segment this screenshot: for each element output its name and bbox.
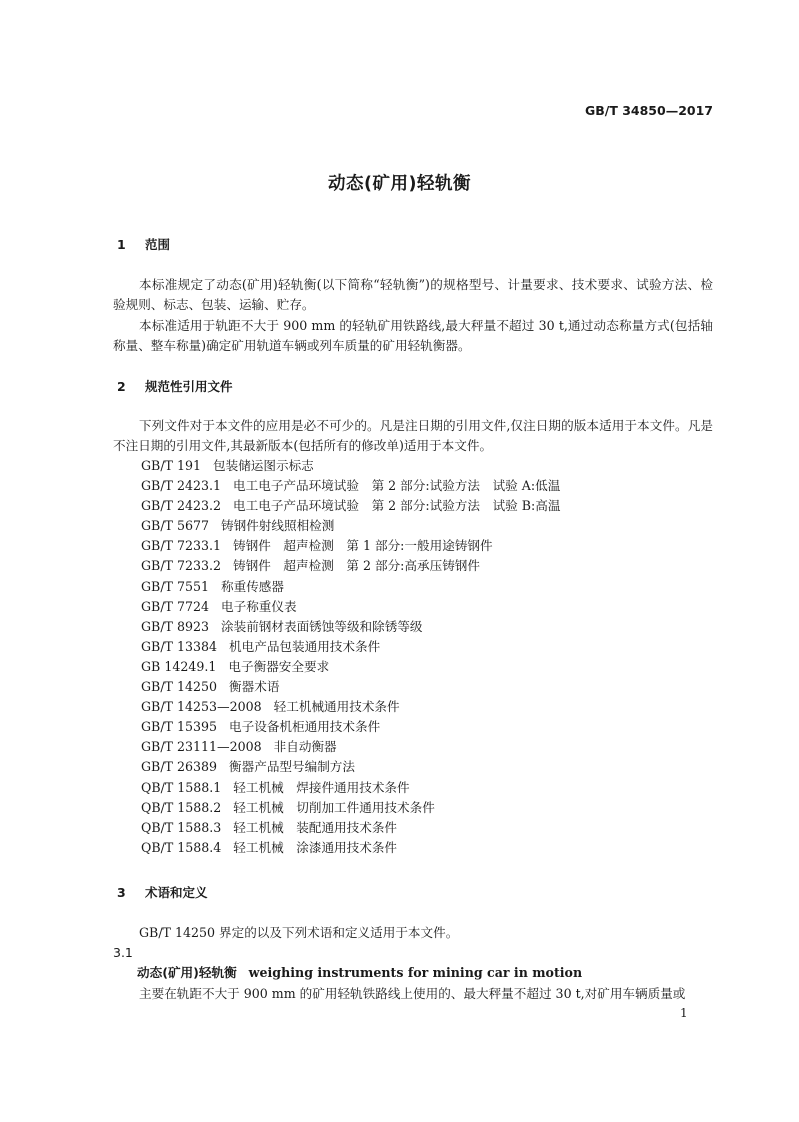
reference-code: GB/T 7233.1 <box>141 538 222 554</box>
reference-code: GB/T 14250 <box>141 679 218 695</box>
reference-item <box>141 536 560 556</box>
reference-title: 衡器术语 <box>229 679 280 695</box>
reference-title: 衡器产品型号编制方法 <box>229 759 355 775</box>
reference-title: 轻工机械 切削加工件通用技术条件 <box>233 799 435 815</box>
reference-code: QB/T 1588.2 <box>141 799 222 815</box>
reference-code: GB 14249.1 <box>141 658 217 674</box>
section-number: 2 <box>117 379 126 394</box>
reference-title: 电工电子产品环境试验 第 2 部分:试验方法 试验 A:低温 <box>233 478 561 494</box>
section-3-intro: GB/T 14250 界定的以及下列术语和定义适用于本文件。 <box>139 925 459 940</box>
section-2-intro: 下列文件对于本文件的应用是必不可少的。凡是注日期的引用文件,仅注日期的版本适用于本文件。凡是不注日期的引用文件,其最新版本(包括所有的修改单)适用于本文件。 <box>113 418 713 453</box>
reference-title: 轻工机械 装配通用技术条件 <box>233 819 398 835</box>
reference-code: GB/T 7233.2 <box>141 558 222 574</box>
term-heading <box>137 962 582 981</box>
reference-title: 电工电子产品环境试验 第 2 部分:试验方法 试验 B:高温 <box>233 498 561 514</box>
reference-code: GB/T 23111—2008 <box>141 739 262 755</box>
reference-item <box>141 818 560 838</box>
reference-title: 称重传感器 <box>221 578 284 594</box>
reference-title: 涂装前钢材表面锈蚀等级和除锈等级 <box>221 618 423 634</box>
reference-title: 非自动衡器 <box>273 739 337 755</box>
reference-item <box>141 577 560 597</box>
page-number: 1 <box>680 1006 688 1020</box>
reference-item <box>141 697 560 717</box>
reference-item <box>141 798 560 818</box>
reference-item <box>141 456 560 476</box>
reference-title: 轻工机械 涂漆通用技术条件 <box>233 839 398 855</box>
reference-code: GB/T 2423.2 <box>141 498 222 514</box>
reference-title: 轻工机械通用技术条件 <box>273 699 400 715</box>
reference-item <box>141 778 560 798</box>
reference-item <box>141 838 560 858</box>
section-2-heading <box>117 377 233 395</box>
reference-code: GB/T 2423.1 <box>141 478 222 494</box>
reference-title: 铸钢件射线照相检测 <box>221 518 335 534</box>
reference-item <box>141 476 560 496</box>
reference-code: QB/T 1588.3 <box>141 819 222 835</box>
reference-item <box>141 677 560 697</box>
reference-code: GB/T 8923 <box>141 618 210 634</box>
term-number: 3.1 <box>113 945 133 960</box>
reference-title: 铸钢件 超声检测 第 1 部分:一般用途铸钢件 <box>233 538 493 554</box>
reference-code: GB/T 191 <box>141 458 201 473</box>
reference-title: 机电产品包装通用技术条件 <box>229 638 381 654</box>
section-title: 规范性引用文件 <box>145 379 233 394</box>
reference-title: 电子衡器安全要求 <box>228 658 330 674</box>
reference-item <box>141 757 560 777</box>
reference-item <box>141 637 560 657</box>
section-3-heading <box>117 883 208 901</box>
section-number: 3 <box>117 885 126 900</box>
reference-item <box>141 556 560 576</box>
reference-code: GB/T 5677 <box>141 518 210 534</box>
reference-title: 包装储运图示标志 <box>213 458 314 473</box>
section-title: 范围 <box>145 237 171 252</box>
reference-title: 铸钢件 超声检测 第 2 部分:高承压铸钢件 <box>233 558 480 574</box>
reference-item <box>141 516 560 536</box>
term-name-cn: 动态(矿用)轻轨衡 <box>137 965 237 980</box>
reference-item <box>141 717 560 737</box>
reference-item <box>141 617 560 637</box>
normative-reference-list <box>141 456 560 858</box>
reference-title: 电子设备机柜通用技术条件 <box>229 719 381 735</box>
reference-code: GB/T 7724 <box>141 598 210 614</box>
reference-item <box>141 597 560 617</box>
reference-title: 电子称重仪表 <box>221 598 297 614</box>
section-1-paragraph-2: 本标准适用于轨距不大于 900 mm 的轻轨矿用铁路线,最大秤量不超过 30 t,通过动态称量方式(包括轴称量、整车称量)确定矿用轨道车辆或列车质量的矿用轻轨衡器。 <box>113 318 713 353</box>
section-1-paragraph-1: 本标准规定了动态(矿用)轻轨衡(以下简称“轻轨衡”)的规格型号、计量要求、技术要求、试验方法、检验规则、标志、包装、运输、贮存。 <box>113 277 713 312</box>
reference-code: GB/T 14253—2008 <box>141 699 262 715</box>
reference-code: GB/T 15395 <box>141 719 218 735</box>
standard-number: GB/T 34850—2017 <box>584 103 713 118</box>
section-title: 术语和定义 <box>145 885 208 900</box>
reference-item <box>141 737 560 757</box>
term-name-en: weighing instruments for mining car in motion <box>248 965 583 980</box>
reference-code: GB/T 7551 <box>141 578 210 594</box>
reference-title: 轻工机械 焊接件通用技术条件 <box>233 779 410 795</box>
reference-item <box>141 657 560 677</box>
reference-code: QB/T 1588.1 <box>141 779 222 795</box>
section-number: 1 <box>117 237 126 252</box>
reference-code: GB/T 13384 <box>141 638 218 654</box>
term-definition: 主要在轨距不大于 900 mm 的矿用轻轨铁路线上使用的、最大秤量不超过 30 t,对矿用车辆质量或 <box>139 986 686 1001</box>
reference-code: QB/T 1588.4 <box>141 839 222 855</box>
document-title: 动态(矿用)轻轨衡 <box>328 174 471 194</box>
section-1-heading <box>117 235 170 253</box>
reference-item <box>141 496 560 516</box>
reference-code: GB/T 26389 <box>141 759 218 775</box>
